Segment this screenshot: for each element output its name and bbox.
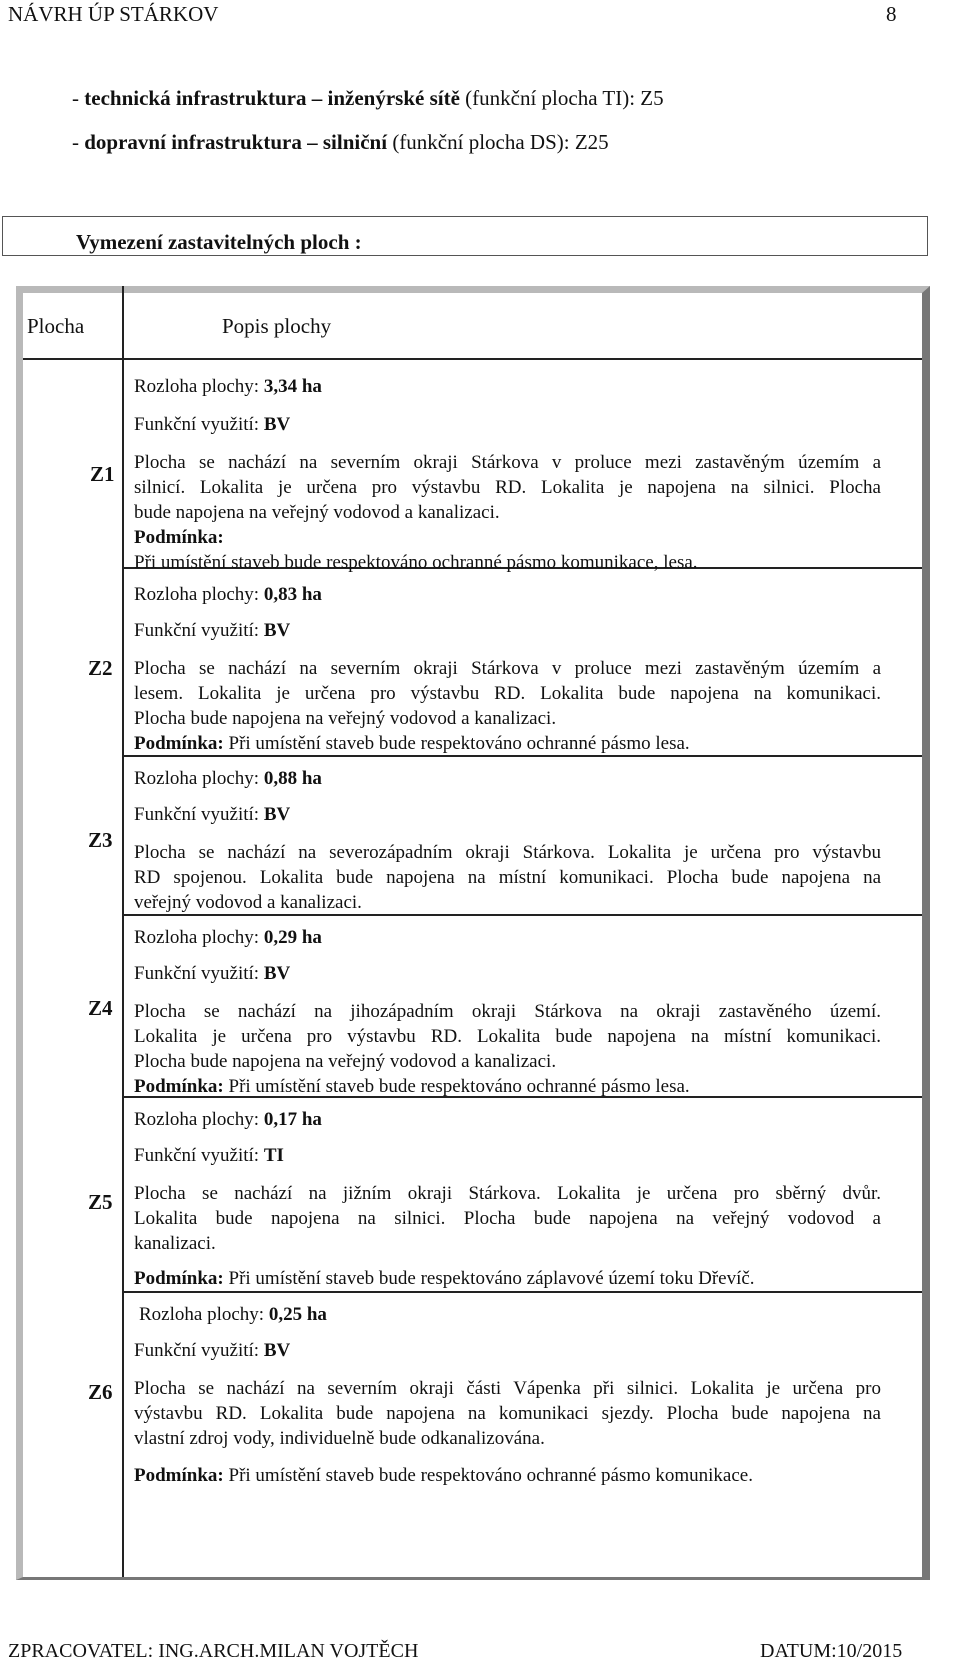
page-header-title: NÁVRH ÚP STÁRKOV	[8, 2, 219, 26]
description-line: Lokalita je určena pro výstavbu RD. Lokalita bude napojena na místní komunikaci.	[134, 1026, 881, 1047]
area-value: 3,34 ha	[263, 376, 322, 397]
use-value: TI	[263, 1145, 284, 1166]
condition-label: Podmínka:	[134, 733, 224, 754]
description-line: bude napojena na veřejný vodovod a kanalizaci.	[134, 502, 500, 523]
area-label: Rozloha plochy:	[134, 584, 264, 605]
area-value: 0,17 ha	[263, 1109, 322, 1130]
list-item-rest: (funkční plocha TI): Z5	[459, 86, 664, 110]
list-item-bold: technická infrastruktura – inženýrské sítě	[84, 86, 460, 110]
area-value: 0,25 ha	[268, 1304, 327, 1325]
column-header-popis: Popis plochy	[222, 314, 332, 338]
area-label: Rozloha plochy:	[139, 1304, 269, 1325]
description-line: Plocha bude napojena na veřejný vodovod a kanalizaci.	[134, 1051, 557, 1072]
footer-date: DATUM:10/2015	[760, 1640, 903, 1662]
description-line: silnicí. Lokalita je určena pro výstavbu RD. Lokalita je napojena na silnici. Plocha	[134, 477, 881, 498]
list-item-bold: dopravní infrastruktura – silniční	[84, 130, 388, 154]
condition-label: Podmínka:	[134, 1268, 224, 1289]
area-label: Rozloha plochy:	[134, 927, 264, 948]
footer-author: ZPRACOVATEL: ING.ARCH.MILAN VOJTĚCH	[8, 1640, 419, 1662]
list-bullet: -	[72, 86, 85, 110]
area-value: 0,88 ha	[263, 768, 322, 789]
description-line: Plocha se nachází na severním okraji Stárkova v proluce mezi zastavěným územím a	[134, 452, 881, 473]
row-code: Z2	[88, 656, 113, 680]
description-line: lesem. Lokalita je určena pro výstavbu RD. Lokalita bude napojena na komunikaci.	[134, 683, 881, 704]
area-value: 0,83 ha	[263, 584, 322, 605]
use-label: Funkční využití:	[134, 1145, 264, 1166]
condition-text: Při umístění staveb bude respektováno záplavové území toku Dřevíč.	[223, 1268, 755, 1289]
area-value: 0,29 ha	[263, 927, 322, 948]
column-divider	[122, 286, 124, 1577]
row-code: Z3	[88, 828, 113, 852]
section-title: Vymezení zastavitelných ploch :	[76, 230, 362, 254]
condition-text: Při umístění staveb bude respektováno ochranné pásmo lesa.	[223, 1076, 690, 1097]
list-bullet: -	[72, 130, 85, 154]
row-divider	[124, 1291, 922, 1293]
use-label: Funkční využití:	[134, 804, 264, 825]
list-item	[72, 130, 609, 155]
row-code: Z5	[88, 1190, 113, 1214]
row-code: Z4	[88, 996, 113, 1020]
description-line: RD spojenou. Lokalita bude napojena na místní komunikaci. Plocha bude napojena na	[134, 867, 881, 888]
header-divider	[23, 358, 922, 360]
area-label: Rozloha plochy:	[134, 768, 264, 789]
description-line: Plocha se nachází na severozápadním okraji Stárkova. Lokalita je určena pro výstavbu	[134, 842, 881, 863]
condition-label: Podmínka:	[134, 527, 224, 548]
area-label: Rozloha plochy:	[134, 1109, 264, 1130]
condition-label: Podmínka:	[134, 1465, 224, 1486]
use-label: Funkční využití:	[134, 1340, 264, 1361]
use-label: Funkční využití:	[134, 963, 264, 984]
description-line: veřejný vodovod a kanalizaci.	[134, 892, 362, 913]
description-line: kanalizaci.	[134, 1233, 216, 1254]
description-line: Plocha bude napojena na veřejný vodovod a kanalizaci.	[134, 708, 557, 729]
list-item	[72, 86, 664, 111]
condition-text: Při umístění staveb bude respektováno ochranné pásmo komunikace, lesa.	[134, 552, 698, 573]
condition-text: Při umístění staveb bude respektováno ochranné pásmo lesa.	[223, 733, 690, 754]
description-line: Plocha se nachází na severním okraji části Vápenka při silnici. Lokalita je určena pro	[134, 1378, 881, 1399]
column-header-plocha: Plocha	[27, 314, 85, 338]
use-label: Funkční využití:	[134, 414, 264, 435]
use-value: BV	[263, 804, 291, 825]
condition-label: Podmínka:	[134, 1076, 224, 1097]
area-label: Rozloha plochy:	[134, 376, 264, 397]
row-code: Z6	[88, 1380, 113, 1404]
description-line: Plocha se nachází na severním okraji Stárkova v proluce mezi zastavěným územím a	[134, 658, 881, 679]
description-line: výstavbu RD. Lokalita bude napojena na komunikaci sjezdy. Plocha bude napojena na	[134, 1403, 881, 1424]
description-line: Plocha se nachází na jihozápadním okraji Stárkova na okraji zastavěného území.	[134, 1001, 881, 1022]
use-value: BV	[263, 1340, 291, 1361]
description-line: vlastní zdroj vody, individuelně bude odkanalizována.	[134, 1428, 545, 1449]
use-label: Funkční využití:	[134, 620, 264, 641]
description-line: Lokalita bude napojena na silnici. Plocha bude napojena na veřejný vodovod a	[134, 1208, 881, 1229]
page-number: 8	[886, 2, 897, 26]
list-item-rest: (funkční plocha DS): Z25	[387, 130, 609, 154]
use-value: BV	[263, 414, 291, 435]
row-code: Z1	[90, 462, 115, 486]
zones-table	[16, 286, 930, 1580]
description-line: Plocha se nachází na jižním okraji Stárkova. Lokalita je určena pro sběrný dvůr.	[134, 1183, 881, 1204]
use-value: BV	[263, 620, 291, 641]
condition-text: Při umístění staveb bude respektováno ochranné pásmo komunikace.	[223, 1465, 753, 1486]
use-value: BV	[263, 963, 291, 984]
